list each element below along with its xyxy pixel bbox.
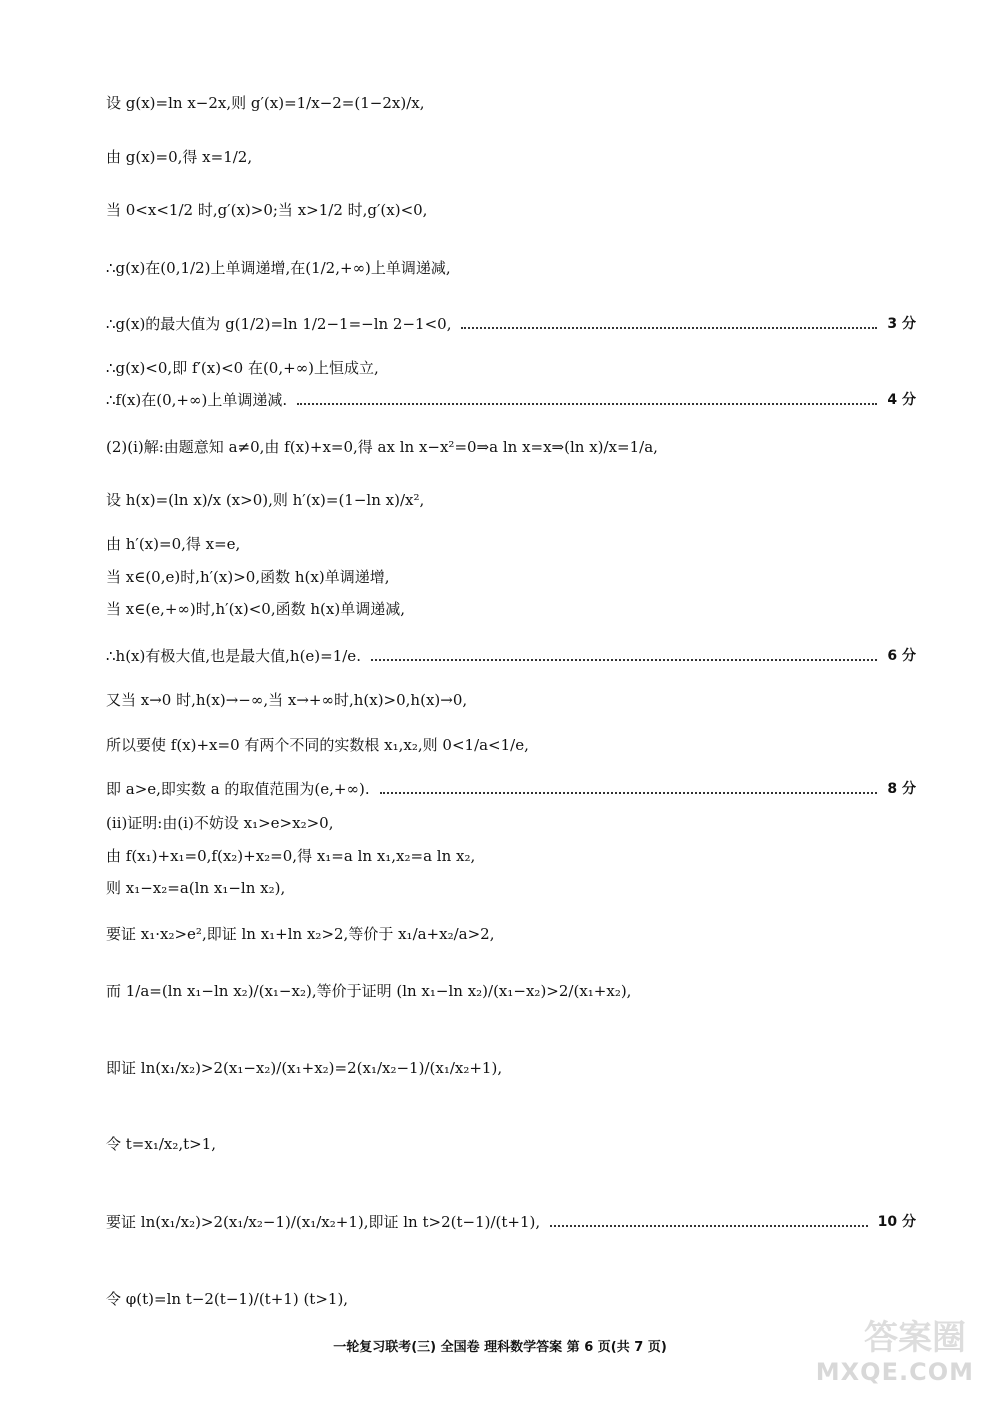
solution-line bbox=[106, 845, 916, 867]
solution-line bbox=[106, 923, 916, 945]
solution-line bbox=[106, 313, 916, 335]
solution-line bbox=[106, 533, 916, 555]
solution-line bbox=[106, 436, 916, 458]
score-label: 8 分 bbox=[887, 781, 916, 797]
solution-line bbox=[106, 1288, 916, 1310]
solution-line bbox=[106, 92, 916, 114]
line-text: 设 g(x)=ln x−2x,则 g′(x)=1/x−2=(1−2x)/x, bbox=[106, 94, 425, 112]
line-text: (2)(ⅰ)解:由题意知 a≠0,由 f(x)+x=0,得 ax ln x−x²=0⇒a ln x=x⇒(ln x)/x=1/a, bbox=[106, 438, 658, 456]
solution-line bbox=[106, 257, 916, 279]
line-text: 由 h′(x)=0,得 x=e, bbox=[106, 535, 241, 553]
page-footer: 一轮复习联考(三) 全国卷 理科数学答案 第 6 页(共 7 页) bbox=[333, 1340, 667, 1355]
solution-line bbox=[106, 778, 916, 800]
line-text: 令 φ(t)=ln t−2(t−1)/(t+1) (t>1), bbox=[106, 1290, 349, 1308]
line-text: 即 a>e,即实数 a 的取值范围为(e,+∞). bbox=[106, 780, 370, 798]
solution-line bbox=[106, 489, 916, 511]
line-text: (ⅱ)证明:由(ⅰ)不妨设 x₁>e>x₂>0, bbox=[106, 814, 334, 832]
line-text: ∴g(x)<0,即 f′(x)<0 在(0,+∞)上恒成立, bbox=[106, 359, 379, 377]
solution-line bbox=[106, 689, 916, 711]
line-text: 当 x∈(0,e)时,h′(x)>0,函数 h(x)单调递增, bbox=[106, 568, 390, 586]
solution-line bbox=[106, 1211, 916, 1233]
solution-line bbox=[106, 598, 916, 620]
watermark-logo: 答案圈 bbox=[864, 1318, 966, 1358]
score-label: 10 分 bbox=[877, 1214, 916, 1230]
solution-line bbox=[106, 566, 916, 588]
line-text: ∴g(x)在(0,1/2)上单调递增,在(1/2,+∞)上单调递减, bbox=[106, 259, 451, 277]
solution-line bbox=[106, 1057, 916, 1079]
solution-line bbox=[106, 980, 916, 1002]
leader-dots bbox=[297, 395, 877, 405]
line-text: ∴g(x)的最大值为 g(1/2)=ln 1/2−1=−ln 2−1<0, bbox=[106, 315, 452, 333]
line-text: 当 0<x<1/2 时,g′(x)>0;当 x>1/2 时,g′(x)<0, bbox=[106, 201, 428, 219]
solution-line bbox=[106, 645, 916, 667]
solution-line bbox=[106, 357, 916, 379]
line-text: ∴h(x)有极大值,也是最大值,h(e)=1/e. bbox=[106, 647, 361, 665]
line-text: 则 x₁−x₂=a(ln x₁−ln x₂), bbox=[106, 879, 286, 897]
solution-line bbox=[106, 146, 916, 168]
solution-line bbox=[106, 812, 916, 834]
line-text: 要证 ln(x₁/x₂)>2(x₁/x₂−1)/(x₁/x₂+1),即证 ln t>2(t−1)/(t+1), bbox=[106, 1213, 541, 1231]
leader-dots bbox=[550, 1217, 868, 1227]
watermark-url: MXQE.COM bbox=[815, 1358, 974, 1386]
leader-dots bbox=[380, 784, 878, 794]
score-label: 6 分 bbox=[887, 648, 916, 664]
watermark bbox=[800, 1310, 978, 1388]
line-text: 而 1/a=(ln x₁−ln x₂)/(x₁−x₂),等价于证明 (ln x₁−ln x₂)/(x₁−x₂)>2/(x₁+x₂), bbox=[106, 982, 632, 1000]
line-text: 所以要使 f(x)+x=0 有两个不同的实数根 x₁,x₂,则 0<1/a<1/e, bbox=[106, 736, 529, 754]
line-text: 令 t=x₁/x₂,t>1, bbox=[106, 1135, 217, 1153]
solution-line bbox=[106, 389, 916, 411]
line-text: 设 h(x)=(ln x)/x (x>0),则 h′(x)=(1−ln x)/x², bbox=[106, 491, 425, 509]
solution-line bbox=[106, 1133, 916, 1155]
line-text: 又当 x→0 时,h(x)→−∞,当 x→+∞时,h(x)>0,h(x)→0, bbox=[106, 691, 468, 709]
leader-dots bbox=[461, 319, 877, 329]
line-text: 当 x∈(e,+∞)时,h′(x)<0,函数 h(x)单调递减, bbox=[106, 600, 405, 618]
solution-line bbox=[106, 199, 916, 221]
line-text: 由 g(x)=0,得 x=1/2, bbox=[106, 148, 253, 166]
solution-line bbox=[106, 877, 916, 899]
score-label: 3 分 bbox=[887, 316, 916, 332]
solution-line bbox=[106, 734, 916, 756]
line-text: 由 f(x₁)+x₁=0,f(x₂)+x₂=0,得 x₁=a ln x₁,x₂=a ln x₂, bbox=[106, 847, 476, 865]
line-text: 即证 ln(x₁/x₂)>2(x₁−x₂)/(x₁+x₂)=2(x₁/x₂−1)/(x₁/x₂+1), bbox=[106, 1059, 503, 1077]
leader-dots bbox=[371, 651, 877, 661]
score-label: 4 分 bbox=[887, 392, 916, 408]
line-text: ∴f(x)在(0,+∞)上单调递减. bbox=[106, 391, 288, 409]
line-text: 要证 x₁·x₂>e²,即证 ln x₁+ln x₂>2,等价于 x₁/a+x₂/a>2, bbox=[106, 925, 495, 943]
